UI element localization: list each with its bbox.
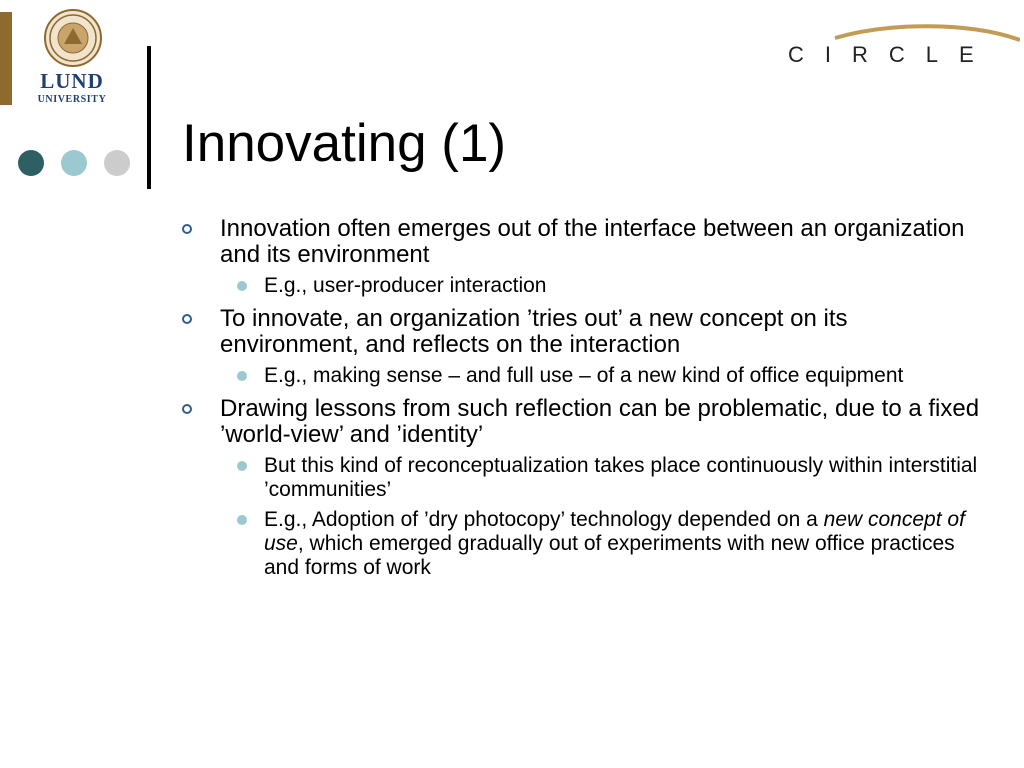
decor-dot-gray <box>104 150 130 176</box>
bullet-text: Innovation often emerges out of the interface between an organization and its environment <box>220 215 965 268</box>
lund-university-logo <box>36 8 110 106</box>
ring-bullet-icon <box>182 314 192 324</box>
dot-bullet-icon <box>237 281 247 291</box>
dot-bullet-icon <box>237 515 247 525</box>
bullet-item <box>180 216 980 268</box>
dot-bullet-icon <box>237 461 247 471</box>
decor-dot-dark <box>18 150 44 176</box>
ring-bullet-icon <box>182 404 192 414</box>
sub-bullet-item <box>180 454 980 502</box>
sub-bullet-text: E.g., making sense – and full use – of a new kind of office equipment <box>264 364 904 387</box>
sub-bullet-text-after: , which emerged gradually out of experiments with new office practices and forms of work <box>264 532 955 579</box>
slide-title: Innovating (1) <box>182 114 507 173</box>
sub-bullet-text: E.g., user-producer interaction <box>264 274 547 297</box>
bullet-text: Drawing lessons from such reflection can be problematic, due to a fixed ’world-view’ and ’identity’ <box>220 395 980 448</box>
sub-bullet-item <box>180 508 980 580</box>
sub-bullet-text: But this kind of reconceptualization takes place continuously within interstitial ’communities’ <box>264 454 978 501</box>
bullet-item <box>180 396 980 448</box>
ring-bullet-icon <box>182 224 192 234</box>
slide-content <box>180 216 980 588</box>
decor-dot-teal <box>61 150 87 176</box>
seal-icon <box>36 8 110 70</box>
sub-bullet-text-before: E.g., Adoption of ’dry photocopy’ technology depended on a <box>264 508 824 531</box>
dot-bullet-icon <box>237 371 247 381</box>
logo-text-lund: LUND <box>40 69 104 93</box>
logo-text-university: UNIVERSITY <box>37 94 107 105</box>
bullet-text: To innovate, an organization ’tries out’ a new concept on its environment, and reflects on the interaction <box>220 305 848 358</box>
circle-logo-text: CIRCLE <box>788 42 995 67</box>
title-divider <box>147 46 151 189</box>
circle-logo <box>780 22 1020 72</box>
bullet-item <box>180 306 980 358</box>
sub-bullet-item <box>180 274 980 298</box>
sub-bullet-text-italic: new concept of use <box>264 508 965 555</box>
accent-bar <box>0 12 12 105</box>
sub-bullet-item <box>180 364 980 388</box>
